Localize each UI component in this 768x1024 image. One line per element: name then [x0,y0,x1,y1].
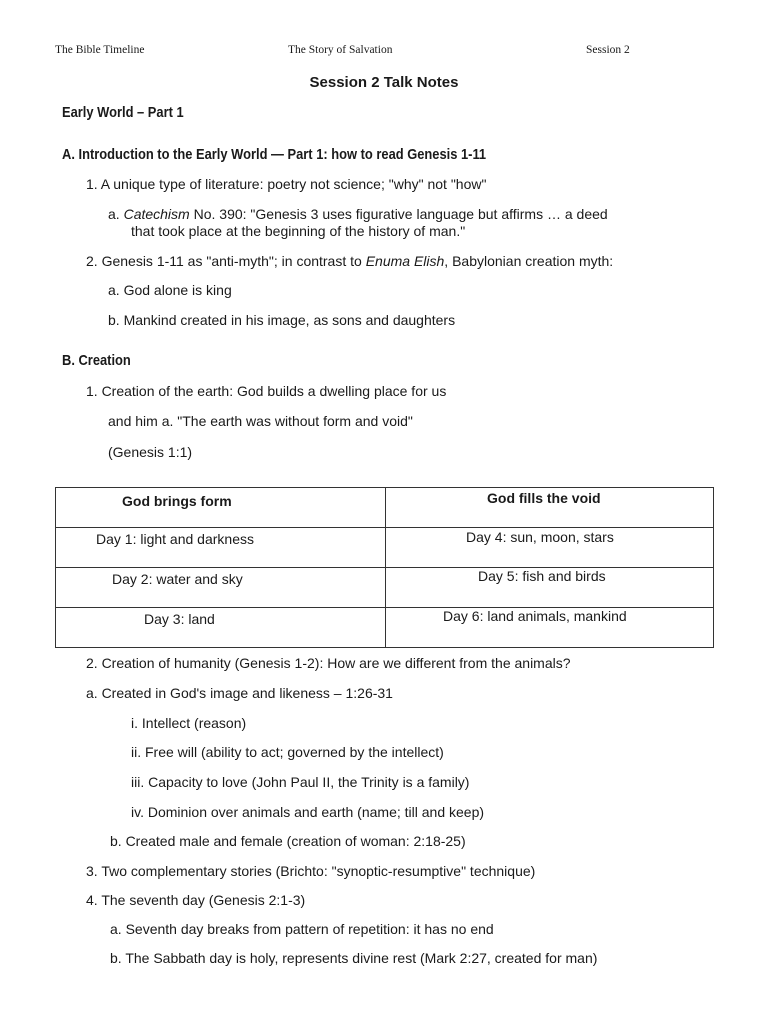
col-header-form: God brings form [122,493,232,509]
item-2-emphasis: Enuma Elish [365,253,445,269]
section-b-item-4b: b. The Sabbath day is holy, represents divine rest (Mark 2:27, created for man) [110,950,598,966]
table-header-cell [56,488,386,528]
section-b-item-2: 2. Creation of humanity (Genesis 1-2): How are we different from the animals? [86,655,571,671]
creation-days-table [55,487,714,648]
section-b-item-1: 1. Creation of the earth: God builds a dwelling place for us [86,383,447,399]
section-b-item-4a: a. Seventh day breaks from pattern of repetition: it has no end [110,921,494,937]
section-b-item-1-cont: and him a. "The earth was without form and void" [108,413,413,429]
section-b-item-3: 3. Two complementary stories (Brichto: "synoptic-resumptive" technique) [86,863,536,879]
section-a-item-2b: b. Mankind created in his image, as sons and daughters [108,312,456,328]
section-a-item-1: 1. A unique type of literature: poetry not science; "why" not "how" [86,176,487,192]
section-b-item-2a-i: i. Intellect (reason) [131,715,247,731]
section-a-item-1a [108,206,608,222]
table-row [56,568,714,608]
table-cell [386,568,714,608]
section-b-item-1-ref: (Genesis 1:1) [108,444,193,460]
section-b-item-4: 4. The seventh day (Genesis 2:1-3) [86,892,306,908]
item-1a-prefix: a. [108,206,124,222]
table-cell [56,528,386,568]
item-2-prefix: 2. Genesis 1-11 as "anti-myth"; in contrast to [86,253,366,269]
section-a-item-2 [86,253,613,269]
table-cell [56,568,386,608]
section-b-item-2a-iii: iii. Capacity to love (John Paul II, the Trinity is a family) [131,774,470,790]
day-2-cell: Day 2: water and sky [112,571,243,587]
section-a-item-2a: a. God alone is king [108,282,232,298]
table-cell [56,608,386,648]
day-3-cell: Day 3: land [144,611,215,627]
table-row [56,608,714,648]
table-cell [386,608,714,648]
section-b-heading: B. Creation [62,352,131,369]
section-b-item-2b: b. Created male and female (creation of woman: 2:18-25) [110,833,466,849]
header-center: The Story of Salvation [288,44,393,56]
page-title: Session 2 Talk Notes [309,74,459,91]
day-6-cell: Day 6: land animals, mankind [443,608,627,624]
section-b-item-2a-iv: iv. Dominion over animals and earth (name; till and keep) [131,804,485,820]
item-1a-text: No. 390: "Genesis 3 uses figurative language but affirms … a deed [189,206,608,222]
section-b-item-2a-ii: ii. Free will (ability to act; governed by the intellect) [131,744,444,760]
table-cell [386,528,714,568]
day-4-cell: Day 4: sun, moon, stars [466,529,614,545]
table-header-row [56,488,714,528]
col-header-fill: God fills the void [487,490,601,506]
day-1-cell: Day 1: light and darkness [96,531,254,547]
item-1a-emphasis: Catechism [123,206,190,222]
item-2-text: , Babylonian creation myth: [444,253,614,269]
header-right: Session 2 [586,44,630,56]
subtitle: Early World – Part 1 [62,104,184,121]
table-row [56,528,714,568]
table-header-cell [386,488,714,528]
header-left: The Bible Timeline [55,44,145,56]
section-a-item-1a-cont: that took place at the beginning of the history of man." [131,223,466,239]
section-a-heading: A. Introduction to the Early World — Part 1: how to read Genesis 1-11 [62,146,487,163]
day-5-cell: Day 5: fish and birds [478,568,606,584]
section-b-item-2a: a. Created in God's image and likeness – 1:26-31 [86,685,393,701]
